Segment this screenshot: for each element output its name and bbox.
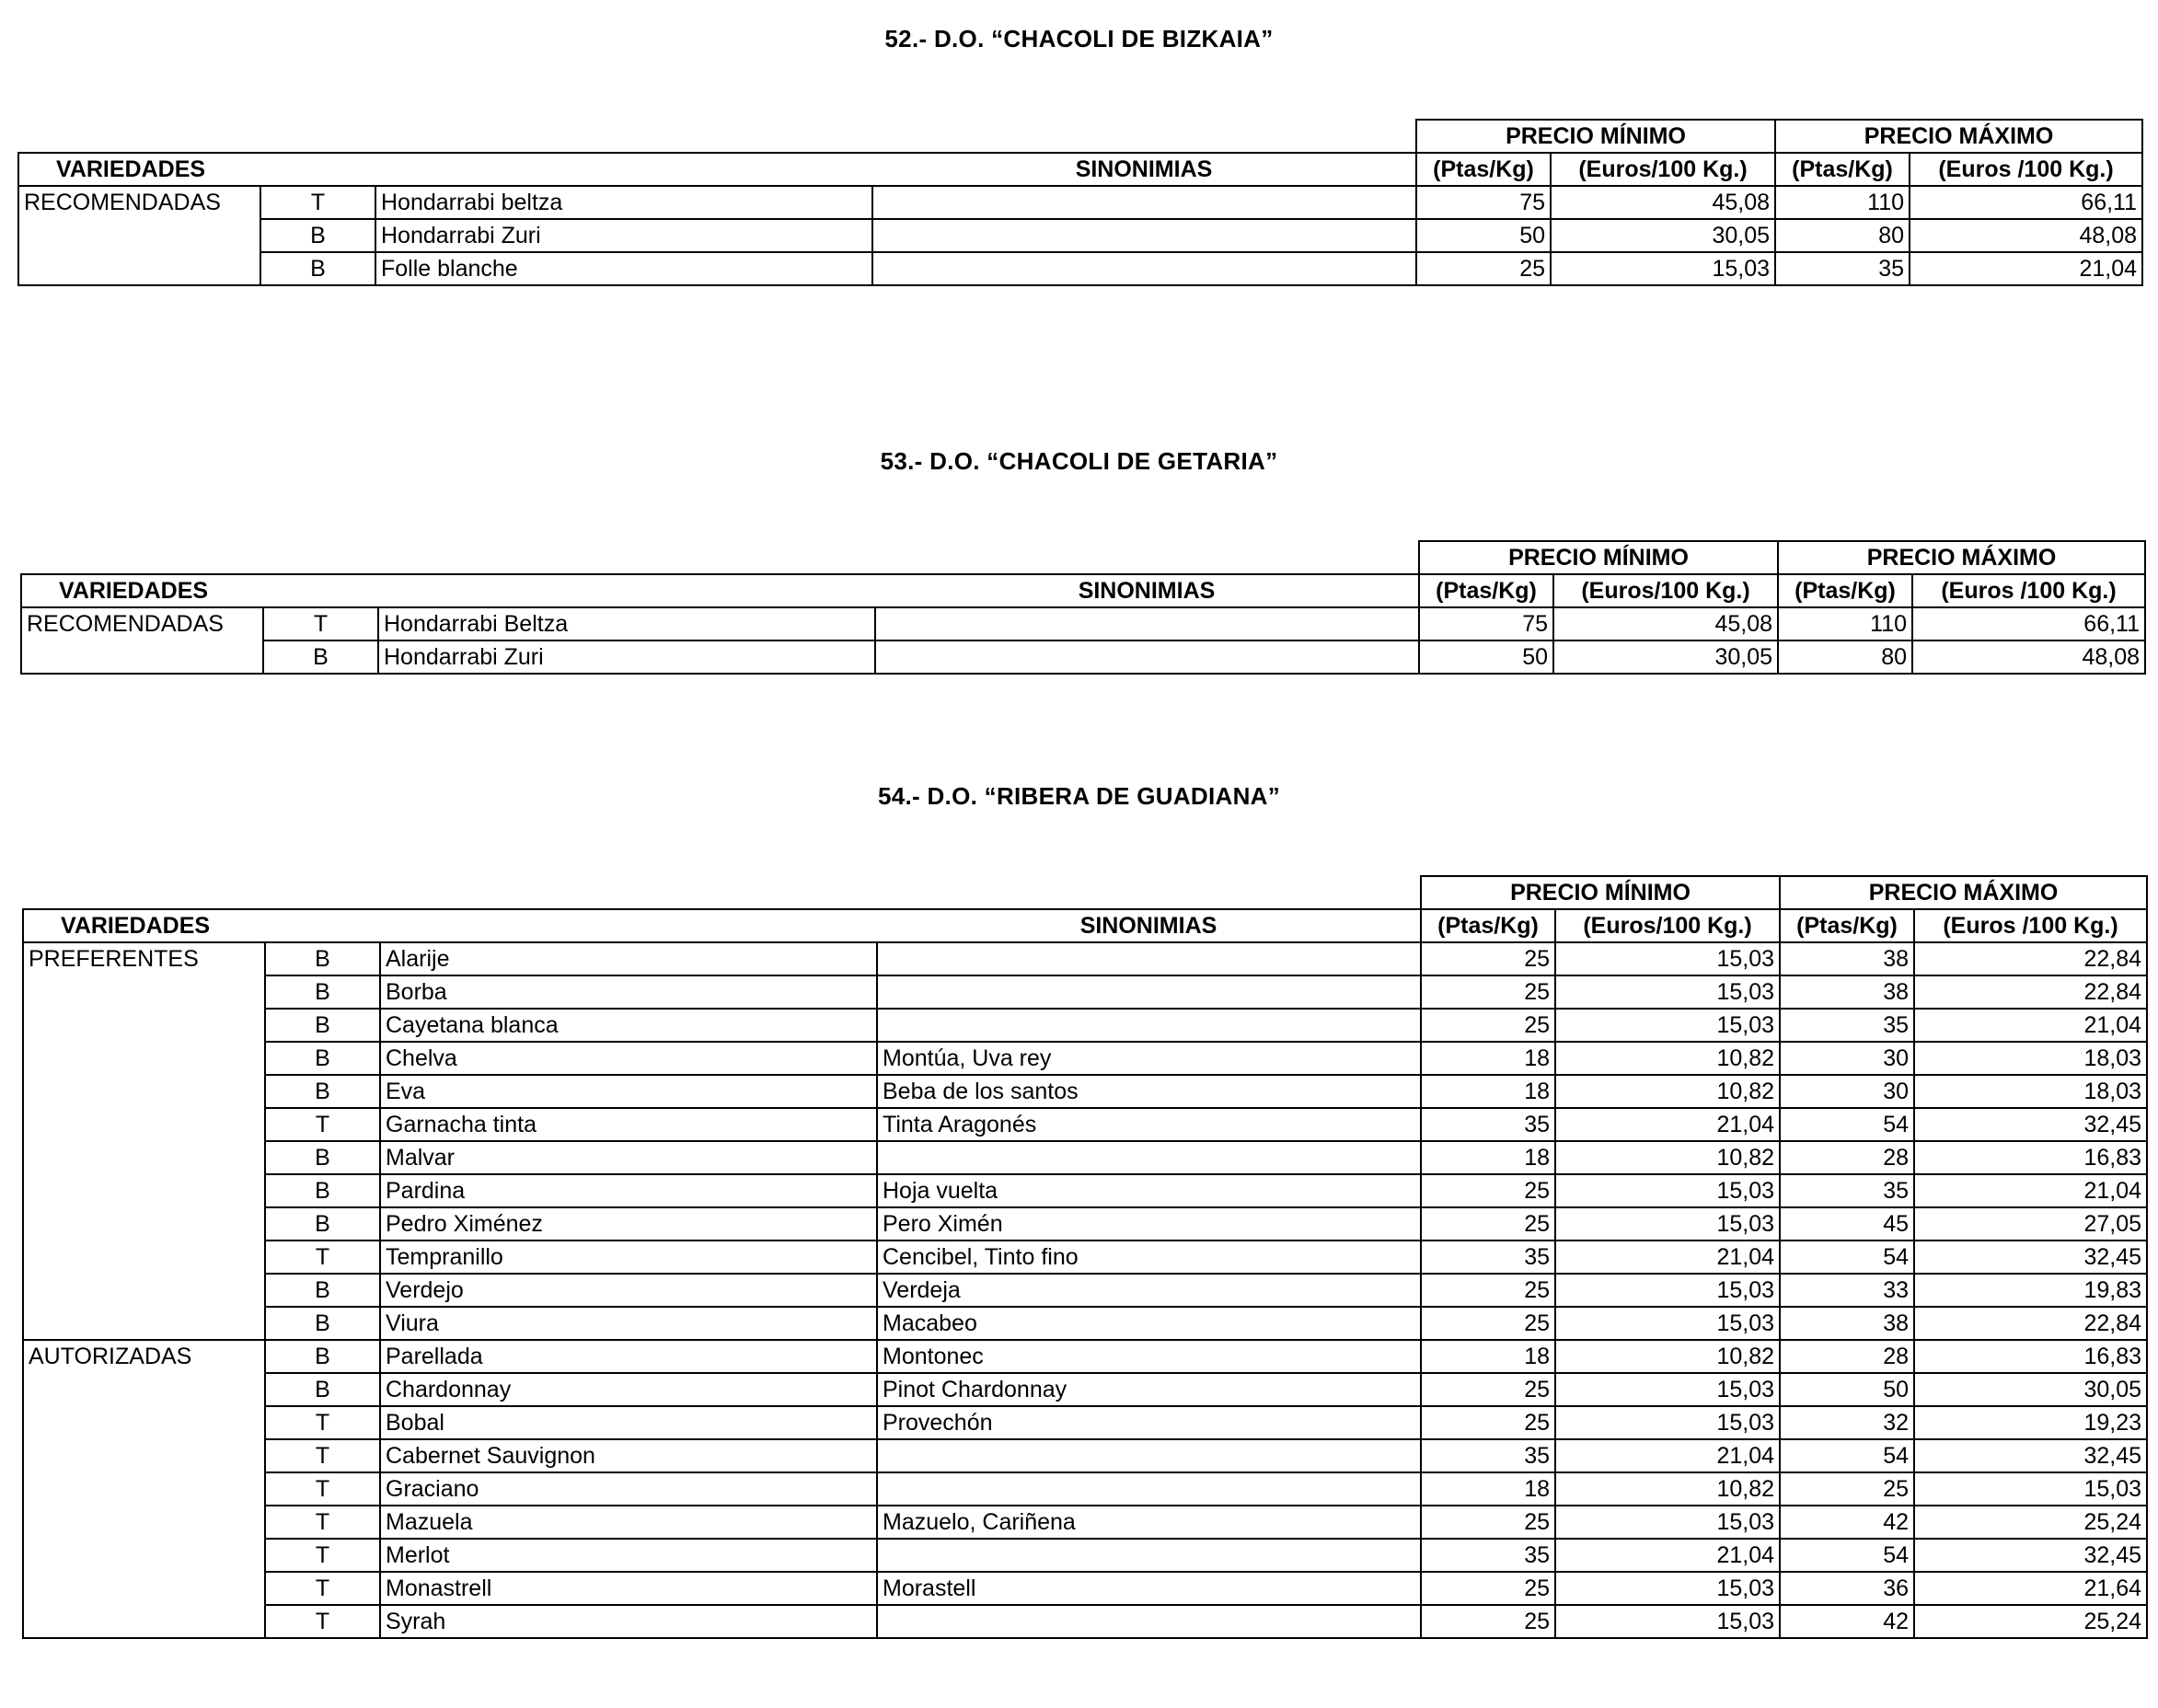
- min-euros-cell: 15,03: [1555, 942, 1780, 975]
- min-euros-cell: 21,04: [1555, 1241, 1780, 1274]
- table-row: [23, 1406, 2147, 1439]
- min-euros-cell: 15,03: [1555, 1572, 1780, 1605]
- min-ptas-cell: 25: [1421, 1207, 1555, 1241]
- table-row: [23, 1340, 2147, 1373]
- color-cell: T: [265, 1406, 380, 1439]
- table-row: [18, 219, 2142, 252]
- variety-cell: Hondarrabi Beltza: [378, 607, 875, 640]
- synonym-cell: Morastell: [877, 1572, 1421, 1605]
- color-cell: T: [265, 1539, 380, 1572]
- max-euros-cell: 32,45: [1914, 1241, 2147, 1274]
- max-ptas-cell: 110: [1775, 186, 1910, 219]
- variety-cell: Pedro Ximénez: [380, 1207, 877, 1241]
- min-euros-cell: 45,08: [1553, 607, 1778, 640]
- color-cell: T: [263, 607, 378, 640]
- min-ptas-cell: 25: [1421, 1506, 1555, 1539]
- ptas-kg-header: (Ptas/Kg): [1416, 153, 1551, 186]
- table-row: [23, 975, 2147, 1009]
- table-row: [23, 1307, 2147, 1340]
- color-cell: T: [265, 1439, 380, 1472]
- synonym-cell: [877, 1009, 1421, 1042]
- max-ptas-cell: 28: [1780, 1340, 1914, 1373]
- color-cell: T: [265, 1472, 380, 1506]
- variety-cell: Hondarrabi Zuri: [375, 219, 872, 252]
- color-cell: B: [263, 640, 378, 674]
- synonym-cell: Montúa, Uva rey: [877, 1042, 1421, 1075]
- max-ptas-cell: 30: [1780, 1042, 1914, 1075]
- min-euros-cell: 30,05: [1553, 640, 1778, 674]
- synonym-cell: [877, 1141, 1421, 1174]
- min-euros-cell: 45,08: [1551, 186, 1775, 219]
- table-row: [23, 1439, 2147, 1472]
- min-euros-cell: 10,82: [1555, 1141, 1780, 1174]
- variety-cell: Alarije: [380, 942, 877, 975]
- min-euros-cell: 10,82: [1555, 1472, 1780, 1506]
- variety-cell: Monastrell: [380, 1572, 877, 1605]
- variety-cell: Pardina: [380, 1174, 877, 1207]
- max-euros-cell: 48,08: [1910, 219, 2142, 252]
- max-euros-cell: 21,04: [1914, 1174, 2147, 1207]
- color-cell: B: [265, 1009, 380, 1042]
- table-row: [23, 1506, 2147, 1539]
- max-ptas-cell: 35: [1775, 252, 1910, 285]
- synonym-cell: Verdeja: [877, 1274, 1421, 1307]
- min-ptas-cell: 25: [1421, 1274, 1555, 1307]
- variety-cell: Graciano: [380, 1472, 877, 1506]
- synonym-cell: Macabeo: [877, 1307, 1421, 1340]
- max-ptas-cell: 30: [1780, 1075, 1914, 1108]
- table-row: [23, 1174, 2147, 1207]
- color-cell: T: [265, 1506, 380, 1539]
- color-cell: T: [265, 1108, 380, 1141]
- variety-cell: Chardonnay: [380, 1373, 877, 1406]
- max-euros-cell: 32,45: [1914, 1539, 2147, 1572]
- table-row: [23, 1141, 2147, 1174]
- section-title: 53.- D.O. “CHACOLI DE GETARIA”: [880, 447, 1278, 475]
- max-ptas-cell: 45: [1780, 1207, 1914, 1241]
- color-cell: B: [265, 1340, 380, 1373]
- max-euros-cell: 18,03: [1914, 1075, 2147, 1108]
- max-ptas-cell: 110: [1778, 607, 1912, 640]
- table-row: [23, 1373, 2147, 1406]
- min-ptas-cell: 18: [1421, 1472, 1555, 1506]
- max-euros-cell: 19,23: [1914, 1406, 2147, 1439]
- synonym-cell: [877, 1539, 1421, 1572]
- section-title: 52.- D.O. “CHACOLI DE BIZKAIA”: [884, 25, 1274, 52]
- table-row: [18, 252, 2142, 285]
- max-ptas-cell: 80: [1775, 219, 1910, 252]
- synonym-cell: Montonec: [877, 1340, 1421, 1373]
- ptas-kg-header: (Ptas/Kg): [1775, 153, 1910, 186]
- max-ptas-cell: 38: [1780, 1307, 1914, 1340]
- variety-cell: Mazuela: [380, 1506, 877, 1539]
- variety-cell: Merlot: [380, 1539, 877, 1572]
- min-euros-cell: 21,04: [1555, 1539, 1780, 1572]
- max-euros-cell: 18,03: [1914, 1042, 2147, 1075]
- group-label: RECOMENDADAS: [21, 607, 263, 674]
- min-euros-cell: 21,04: [1555, 1108, 1780, 1141]
- min-euros-cell: 15,03: [1555, 1274, 1780, 1307]
- precio-maximo-header: PRECIO MÁXIMO: [1778, 541, 2145, 574]
- min-ptas-cell: 18: [1421, 1075, 1555, 1108]
- max-euros-cell: 21,64: [1914, 1572, 2147, 1605]
- table-row: [23, 1539, 2147, 1572]
- min-euros-cell: 21,04: [1555, 1439, 1780, 1472]
- synonym-cell: [877, 1439, 1421, 1472]
- min-ptas-cell: 50: [1416, 219, 1551, 252]
- euros-min-header: (Euros/100 Kg.): [1551, 153, 1775, 186]
- synonym-cell: [872, 219, 1416, 252]
- max-euros-cell: 16,83: [1914, 1141, 2147, 1174]
- variety-cell: Eva: [380, 1075, 877, 1108]
- min-ptas-cell: 35: [1421, 1439, 1555, 1472]
- table-row: [23, 1572, 2147, 1605]
- table-row: [23, 1605, 2147, 1638]
- variety-cell: Bobal: [380, 1406, 877, 1439]
- max-euros-cell: 66,11: [1912, 607, 2145, 640]
- synonym-cell: Provechón: [877, 1406, 1421, 1439]
- min-ptas-cell: 25: [1421, 1572, 1555, 1605]
- color-cell: B: [265, 1307, 380, 1340]
- min-euros-cell: 15,03: [1551, 252, 1775, 285]
- min-ptas-cell: 35: [1421, 1108, 1555, 1141]
- max-ptas-cell: 54: [1780, 1241, 1914, 1274]
- max-euros-cell: 22,84: [1914, 942, 2147, 975]
- variety-cell: Verdejo: [380, 1274, 877, 1307]
- max-euros-cell: 16,83: [1914, 1340, 2147, 1373]
- sinonimias-header: SINONIMIAS: [872, 153, 1416, 186]
- table-row: [21, 640, 2145, 674]
- min-ptas-cell: 25: [1421, 942, 1555, 975]
- max-ptas-cell: 42: [1780, 1605, 1914, 1638]
- max-euros-cell: 32,45: [1914, 1439, 2147, 1472]
- max-euros-cell: 25,24: [1914, 1506, 2147, 1539]
- min-ptas-cell: 18: [1421, 1141, 1555, 1174]
- table-row: [23, 1241, 2147, 1274]
- max-ptas-cell: 32: [1780, 1406, 1914, 1439]
- variedades-header: VARIEDADES: [21, 574, 875, 607]
- color-cell: B: [265, 1174, 380, 1207]
- synonym-cell: [877, 942, 1421, 975]
- synonym-cell: [872, 186, 1416, 219]
- max-ptas-cell: 25: [1780, 1472, 1914, 1506]
- ptas-kg-header: (Ptas/Kg): [1780, 909, 1914, 942]
- sinonimias-header: SINONIMIAS: [877, 909, 1421, 942]
- min-ptas-cell: 25: [1421, 1605, 1555, 1638]
- max-euros-cell: 19,83: [1914, 1274, 2147, 1307]
- color-cell: B: [265, 1075, 380, 1108]
- table-row: [23, 1108, 2147, 1141]
- color-cell: B: [265, 975, 380, 1009]
- max-ptas-cell: 28: [1780, 1141, 1914, 1174]
- max-euros-cell: 21,04: [1910, 252, 2142, 285]
- min-euros-cell: 10,82: [1555, 1340, 1780, 1373]
- table-row: [21, 607, 2145, 640]
- price-table: [22, 875, 2148, 1639]
- synonym-cell: [877, 1472, 1421, 1506]
- variety-cell: Parellada: [380, 1340, 877, 1373]
- euros-max-header: (Euros /100 Kg.): [1914, 909, 2147, 942]
- color-cell: B: [265, 1373, 380, 1406]
- color-cell: B: [265, 942, 380, 975]
- precio-maximo-header: PRECIO MÁXIMO: [1780, 876, 2147, 909]
- synonym-cell: Pinot Chardonnay: [877, 1373, 1421, 1406]
- min-euros-cell: 15,03: [1555, 1406, 1780, 1439]
- min-euros-cell: 15,03: [1555, 1207, 1780, 1241]
- euros-max-header: (Euros /100 Kg.): [1912, 574, 2145, 607]
- min-euros-cell: 30,05: [1551, 219, 1775, 252]
- max-euros-cell: 30,05: [1914, 1373, 2147, 1406]
- min-ptas-cell: 25: [1421, 1406, 1555, 1439]
- max-euros-cell: 25,24: [1914, 1605, 2147, 1638]
- table-row: [23, 1274, 2147, 1307]
- max-euros-cell: 22,84: [1914, 975, 2147, 1009]
- min-euros-cell: 15,03: [1555, 975, 1780, 1009]
- min-ptas-cell: 18: [1421, 1042, 1555, 1075]
- precio-minimo-header: PRECIO MÍNIMO: [1416, 120, 1775, 153]
- synonym-cell: Cencibel, Tinto fino: [877, 1241, 1421, 1274]
- synonym-cell: [875, 640, 1419, 674]
- max-ptas-cell: 38: [1780, 975, 1914, 1009]
- synonym-cell: [877, 975, 1421, 1009]
- variety-cell: Malvar: [380, 1141, 877, 1174]
- max-euros-cell: 66,11: [1910, 186, 2142, 219]
- variety-cell: Hondarrabi Zuri: [378, 640, 875, 674]
- variety-cell: Viura: [380, 1307, 877, 1340]
- min-ptas-cell: 35: [1421, 1241, 1555, 1274]
- synonym-cell: [875, 607, 1419, 640]
- color-cell: B: [265, 1274, 380, 1307]
- max-ptas-cell: 50: [1780, 1373, 1914, 1406]
- variety-cell: Tempranillo: [380, 1241, 877, 1274]
- variety-cell: Borba: [380, 975, 877, 1009]
- color-cell: B: [260, 219, 375, 252]
- min-euros-cell: 15,03: [1555, 1506, 1780, 1539]
- price-table: [20, 540, 2146, 675]
- max-ptas-cell: 54: [1780, 1108, 1914, 1141]
- min-euros-cell: 15,03: [1555, 1009, 1780, 1042]
- variedades-header: VARIEDADES: [23, 909, 877, 942]
- color-cell: B: [265, 1207, 380, 1241]
- sinonimias-header: SINONIMIAS: [875, 574, 1419, 607]
- table-body: [18, 186, 2142, 285]
- synonym-cell: [872, 252, 1416, 285]
- variety-cell: Chelva: [380, 1042, 877, 1075]
- variety-cell: Cayetana blanca: [380, 1009, 877, 1042]
- table-row: [18, 186, 2142, 219]
- min-ptas-cell: 25: [1421, 1373, 1555, 1406]
- max-euros-cell: 48,08: [1912, 640, 2145, 674]
- ptas-kg-header: (Ptas/Kg): [1419, 574, 1553, 607]
- min-ptas-cell: 25: [1416, 252, 1551, 285]
- color-cell: T: [260, 186, 375, 219]
- table-row: [23, 1009, 2147, 1042]
- min-ptas-cell: 25: [1421, 1174, 1555, 1207]
- price-table: [17, 119, 2143, 286]
- precio-minimo-header: PRECIO MÍNIMO: [1421, 876, 1780, 909]
- max-euros-cell: 15,03: [1914, 1472, 2147, 1506]
- max-ptas-cell: 54: [1780, 1539, 1914, 1572]
- max-ptas-cell: 54: [1780, 1439, 1914, 1472]
- min-euros-cell: 15,03: [1555, 1605, 1780, 1638]
- group-label: PREFERENTES: [23, 942, 265, 1340]
- table-row: [23, 1042, 2147, 1075]
- min-ptas-cell: 50: [1419, 640, 1553, 674]
- euros-max-header: (Euros /100 Kg.): [1910, 153, 2142, 186]
- min-ptas-cell: 75: [1419, 607, 1553, 640]
- table-row: [23, 1207, 2147, 1241]
- min-ptas-cell: 75: [1416, 186, 1551, 219]
- variety-cell: Hondarrabi beltza: [375, 186, 872, 219]
- variety-cell: Cabernet Sauvignon: [380, 1439, 877, 1472]
- variedades-header: VARIEDADES: [18, 153, 872, 186]
- synonym-cell: Mazuelo, Cariñena: [877, 1506, 1421, 1539]
- min-ptas-cell: 25: [1421, 1009, 1555, 1042]
- max-ptas-cell: 33: [1780, 1274, 1914, 1307]
- euros-min-header: (Euros/100 Kg.): [1553, 574, 1778, 607]
- min-ptas-cell: 25: [1421, 975, 1555, 1009]
- max-ptas-cell: 36: [1780, 1572, 1914, 1605]
- color-cell: B: [260, 252, 375, 285]
- ptas-kg-header: (Ptas/Kg): [1778, 574, 1912, 607]
- color-cell: T: [265, 1241, 380, 1274]
- ptas-kg-header: (Ptas/Kg): [1421, 909, 1555, 942]
- table-body: [21, 607, 2145, 674]
- table-row: [23, 1075, 2147, 1108]
- synonym-cell: Beba de los santos: [877, 1075, 1421, 1108]
- table-body: [23, 942, 2147, 1638]
- min-euros-cell: 10,82: [1555, 1075, 1780, 1108]
- variety-cell: Syrah: [380, 1605, 877, 1638]
- table-row: [23, 1472, 2147, 1506]
- max-ptas-cell: 35: [1780, 1174, 1914, 1207]
- synonym-cell: [877, 1605, 1421, 1638]
- group-label: RECOMENDADAS: [18, 186, 260, 285]
- max-euros-cell: 27,05: [1914, 1207, 2147, 1241]
- min-ptas-cell: 35: [1421, 1539, 1555, 1572]
- color-cell: B: [265, 1141, 380, 1174]
- color-cell: T: [265, 1605, 380, 1638]
- max-ptas-cell: 35: [1780, 1009, 1914, 1042]
- max-ptas-cell: 38: [1780, 942, 1914, 975]
- min-ptas-cell: 18: [1421, 1340, 1555, 1373]
- max-euros-cell: 22,84: [1914, 1307, 2147, 1340]
- max-euros-cell: 21,04: [1914, 1009, 2147, 1042]
- section-title: 54.- D.O. “RIBERA DE GUADIANA”: [877, 782, 1281, 810]
- max-euros-cell: 32,45: [1914, 1108, 2147, 1141]
- min-euros-cell: 15,03: [1555, 1174, 1780, 1207]
- variety-cell: Garnacha tinta: [380, 1108, 877, 1141]
- max-ptas-cell: 80: [1778, 640, 1912, 674]
- group-label: AUTORIZADAS: [23, 1340, 265, 1638]
- min-ptas-cell: 25: [1421, 1307, 1555, 1340]
- color-cell: T: [265, 1572, 380, 1605]
- synonym-cell: Pero Ximén: [877, 1207, 1421, 1241]
- min-euros-cell: 15,03: [1555, 1307, 1780, 1340]
- synonym-cell: Hoja vuelta: [877, 1174, 1421, 1207]
- min-euros-cell: 15,03: [1555, 1373, 1780, 1406]
- precio-minimo-header: PRECIO MÍNIMO: [1419, 541, 1778, 574]
- euros-min-header: (Euros/100 Kg.): [1555, 909, 1780, 942]
- min-euros-cell: 10,82: [1555, 1042, 1780, 1075]
- precio-maximo-header: PRECIO MÁXIMO: [1775, 120, 2142, 153]
- table-row: [23, 942, 2147, 975]
- synonym-cell: Tinta Aragonés: [877, 1108, 1421, 1141]
- variety-cell: Folle blanche: [375, 252, 872, 285]
- max-ptas-cell: 42: [1780, 1506, 1914, 1539]
- color-cell: B: [265, 1042, 380, 1075]
